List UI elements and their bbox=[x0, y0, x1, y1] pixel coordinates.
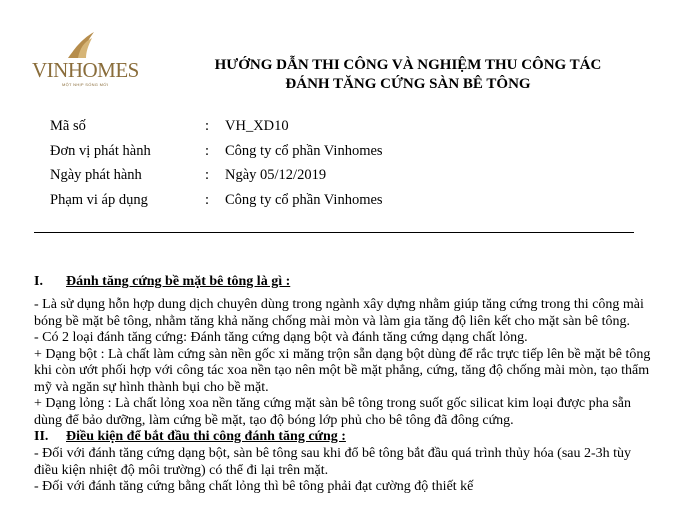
section-number: II. bbox=[34, 429, 49, 444]
meta-row bbox=[50, 143, 383, 168]
logo-tagline: MỘT NHỊP SỐNG MỚI bbox=[62, 82, 109, 87]
paragraph: - Là sử dụng hỗn hợp dung dịch chuyên dùng trong ngành xây dựng nhằm giúp tăng cứng trong thi công mài bóng bề mặt bê tông, nhằm tăng khả năng chống mài mòn và làm gia tăng độ liên kết cho mặt sàn bê tông. bbox=[34, 297, 644, 329]
section-number: I. bbox=[34, 274, 43, 289]
meta-row bbox=[50, 192, 383, 217]
meta-key: Phạm vi áp dụng bbox=[50, 191, 148, 208]
meta-row bbox=[50, 118, 383, 143]
meta-value: Công ty cổ phần Vinhomes bbox=[225, 142, 383, 159]
meta-colon: : bbox=[205, 142, 210, 159]
logo-brand: VINHOMES bbox=[32, 58, 139, 82]
document-title bbox=[168, 56, 648, 94]
meta-value: Công ty cổ phần Vinhomes bbox=[225, 191, 383, 208]
title-line-1: HƯỚNG DẪN THI CÔNG VÀ NGHIỆM THU CÔNG TÁC bbox=[214, 57, 602, 73]
section-title: Đánh tăng cứng bề mặt bê tông là gì : bbox=[66, 274, 291, 289]
leaf-mark-icon bbox=[64, 30, 98, 60]
meta-colon: : bbox=[205, 118, 210, 134]
paragraph: - Đối với đánh tăng cứng dạng bột, sàn bê tông sau khi đổ bê tông bắt đầu quá trình thủy hóa (sau 2-3h tùy điều kiện nhiệt độ môi trường) có thể đi lại trên mặt. bbox=[34, 446, 632, 478]
paragraph: - Đối với đánh tăng cứng bằng chất lỏng thì bê tông phải đạt cường độ thiết kế bbox=[34, 479, 474, 494]
meta-key: Ngày phát hành bbox=[50, 167, 142, 183]
section-heading bbox=[34, 429, 654, 446]
paragraph: + Dạng lỏng : Là chất lỏng xoa nền tăng cứng mặt sàn bê tông trong suốt gốc silicat kim loại được pha sẵn dùng để bảo dưỡng, làm cứng bề mặt, tạo độ bóng lớp phủ cho bê tông đã đông cứng. bbox=[34, 396, 631, 428]
divider bbox=[34, 232, 634, 233]
meta-colon: : bbox=[205, 167, 210, 183]
meta-key: Mã số bbox=[50, 118, 86, 134]
meta-row bbox=[50, 167, 383, 192]
section-title: Điều kiện để bắt đầu thi công đánh tăng cứng : bbox=[66, 429, 346, 444]
section-heading bbox=[34, 274, 654, 291]
vinhomes-logo bbox=[28, 30, 138, 90]
meta-key: Đơn vị phát hành bbox=[50, 142, 151, 159]
paragraph: + Dạng bột : Là chất làm cứng sàn nền gốc xi măng trộn sẵn dạng bột dùng để rắc trực tiếp lên bề mặt bê tông khi còn ướt phối hợp với công tác xoa nền tạo nên một bề mặt phẳng, cứng, tăng độ chống mài mòn, tạo thẩm mỹ và ngăn sự hình thành bụi cho bề mặt. bbox=[34, 346, 651, 395]
document-body bbox=[34, 274, 654, 496]
meta-value: VH_XD10 bbox=[225, 118, 289, 134]
title-line-2: ĐÁNH TĂNG CỨNG SÀN BÊ TÔNG bbox=[285, 76, 531, 92]
paragraph: - Có 2 loại đánh tăng cứng: Đánh tăng cứng dạng bột và đánh tăng cứng dạng chất lỏng. bbox=[34, 330, 528, 345]
document-meta bbox=[50, 118, 383, 216]
meta-value: Ngày 05/12/2019 bbox=[225, 167, 327, 183]
meta-colon: : bbox=[205, 191, 210, 208]
